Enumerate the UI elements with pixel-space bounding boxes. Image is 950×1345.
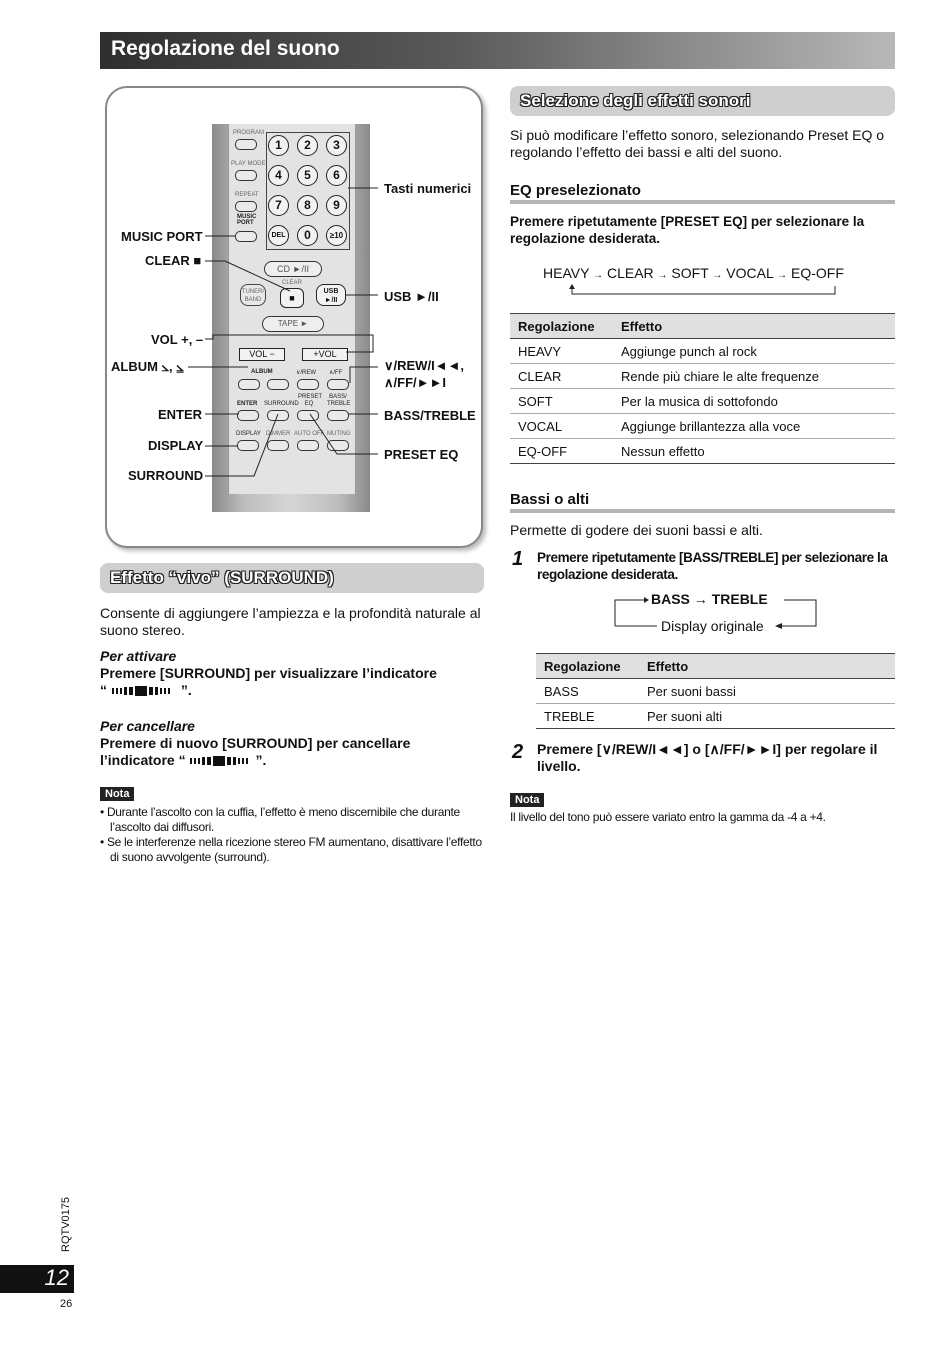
tone-note: Il livello del tono può essere variato entro la gamma da -4 a +4. xyxy=(510,810,826,824)
number-key: 2 xyxy=(297,135,318,156)
auto-off-label: AUTO OFF xyxy=(294,431,325,437)
table-cell: Aggiunge brillantezza alla voce xyxy=(613,414,895,439)
callout-surround: SURROUND xyxy=(128,468,204,483)
surround-section-title: Effetto “vivo” (SURROUND) xyxy=(110,568,334,587)
eq-seq-item: EQ-OFF xyxy=(791,265,844,281)
preset-eq-label: PRESET EQ xyxy=(298,394,323,407)
eq-seq-item: HEAVY xyxy=(543,265,590,281)
callout-vol: VOL +, – xyxy=(151,332,204,347)
bass-heading: Bassi o alti xyxy=(510,491,590,508)
cancel-heading: Per cancellare xyxy=(100,718,195,734)
eq-sequence xyxy=(543,265,844,281)
dimmer-label: DIMMER xyxy=(266,431,291,437)
arrow-right-icon: → xyxy=(693,591,708,607)
table-cell: Rende più chiare le alte frequenze xyxy=(613,364,895,389)
table-cell: Aggiunge punch al rock xyxy=(613,339,895,364)
callout-enter: ENTER xyxy=(158,407,203,422)
nota-badge: Nota xyxy=(510,793,544,807)
step1-instruction: Premere ripetutamente [BASS/TREBLE] per selezionare la regolazione desiderata. xyxy=(537,550,888,582)
note-item: • Durante l’ascolto con la cuffia, l’effetto è meno discernibile che durante l’ascolto dai diffusori. xyxy=(100,805,460,834)
document-code: RQTV0175 xyxy=(60,1196,72,1252)
ten-plus-key: ≥10 xyxy=(326,225,347,246)
callout-album: ALBUM ⦣, ⦥ xyxy=(111,359,184,374)
arrow-right-icon: → xyxy=(777,270,788,281)
quote-close: ”. xyxy=(180,682,192,698)
table-cell: HEAVY xyxy=(510,339,613,364)
callout-numeric-keys: Tasti numerici xyxy=(384,181,472,196)
step-number: 2 xyxy=(512,741,524,763)
ff-label: ∧/FF xyxy=(329,370,343,376)
eq-loop-arrow xyxy=(565,284,845,298)
callout-music-port: MUSIC PORT xyxy=(121,229,203,244)
table-row xyxy=(510,414,895,439)
table-row xyxy=(510,339,895,364)
callout-ff: ∧/FF/►►I xyxy=(384,375,446,390)
table-cell: Per la musica di sottofondo xyxy=(613,389,895,414)
effects-intro: Si può modificare l’effetto sonoro, selezionando Preset EQ o regolando l’effetto dei bassi e alti del suono. xyxy=(510,127,885,160)
album-label: ALBUM xyxy=(251,369,273,375)
number-key: 3 xyxy=(326,135,347,156)
number-key: 9 xyxy=(326,195,347,216)
surround-section-header xyxy=(100,563,484,593)
callout-usb: USB ►/II xyxy=(384,289,439,304)
table-cell: VOCAL xyxy=(510,414,613,439)
activate-heading: Per attivare xyxy=(100,648,177,664)
tape-button: TAPE ► xyxy=(262,316,324,332)
number-key: 4 xyxy=(268,165,289,186)
arrow-right-icon: → xyxy=(593,270,604,281)
table-header-row xyxy=(510,314,895,339)
callout-preset-eq: PRESET EQ xyxy=(384,447,459,462)
clear-button: ■ xyxy=(280,288,304,308)
effects-section-header xyxy=(510,86,895,116)
table-row xyxy=(536,679,895,704)
nota-badge: Nota xyxy=(100,787,134,801)
table-cell: Nessun effetto xyxy=(613,439,895,464)
eq-heading: EQ preselezionato xyxy=(510,182,641,199)
display-label: DISPLAY xyxy=(236,431,261,437)
eq-seq-item: CLEAR xyxy=(606,265,654,281)
bass-option: BASS xyxy=(651,591,690,607)
surround-indicator-icon xyxy=(189,755,255,767)
eq-seq-item: SOFT xyxy=(671,265,709,281)
page-sequence-number: 26 xyxy=(60,1298,73,1310)
surround-indicator-icon xyxy=(111,685,181,697)
muting-label: MUTING xyxy=(327,431,351,437)
table-cell: Per suoni alti xyxy=(639,704,895,729)
program-label: PROGRAM xyxy=(233,130,265,136)
arrow-right-icon: → xyxy=(712,270,723,281)
cancel-instruction-text: Premere di nuovo [SURROUND] per cancellare l’indicatore “ xyxy=(100,735,411,768)
volume-down-button: VOL − xyxy=(239,348,285,361)
table-cell: CLEAR xyxy=(510,364,613,389)
table-cell: BASS xyxy=(536,679,639,704)
music-port-label: MUSIC PORT xyxy=(237,214,257,226)
eq-instruction: Premere ripetutamente [PRESET EQ] per selezionare la regolazione desiderata. xyxy=(510,214,865,246)
table-header: Effetto xyxy=(639,654,895,679)
cd-play-button: CD ►/II xyxy=(264,261,322,277)
callout-clear: CLEAR ■ xyxy=(145,253,202,268)
table-row xyxy=(536,704,895,729)
quote-open: “ xyxy=(100,682,107,698)
clear-label: CLEAR xyxy=(282,280,303,286)
effects-section-title: Selezione degli effetti sonori xyxy=(520,91,751,110)
surround-notes xyxy=(100,805,488,865)
table-header: Effetto xyxy=(613,314,895,339)
eq-table xyxy=(510,313,895,464)
number-key: 6 xyxy=(326,165,347,186)
callout-rew: ∨/REW/I◄◄, xyxy=(384,358,465,373)
table-row xyxy=(510,389,895,414)
page-title: Regolazione del suono xyxy=(111,37,340,60)
table-cell: EQ-OFF xyxy=(510,439,613,464)
enter-label: ENTER xyxy=(237,401,258,407)
tuner-band-button: TUNER/ BAND xyxy=(240,284,266,306)
usb-play-button: USB ►/II xyxy=(316,284,346,306)
table-header: Regolazione xyxy=(510,314,613,339)
bass-table xyxy=(536,653,895,729)
cancel-instruction xyxy=(100,735,485,769)
table-header-row xyxy=(536,654,895,679)
repeat-label: REPEAT xyxy=(235,192,259,198)
surround-label: SURROUND xyxy=(264,401,299,407)
eq-seq-item: VOCAL xyxy=(726,265,774,281)
number-key: 5 xyxy=(297,165,318,186)
surround-intro: Consente di aggiungere l’ampiezza e la profondità naturale al suono stereo. xyxy=(100,605,481,638)
table-cell: SOFT xyxy=(510,389,613,414)
bass-heading-rule xyxy=(510,509,895,513)
original-display-option: Display originale xyxy=(661,618,764,634)
treble-option: TREBLE xyxy=(711,591,768,607)
step2-instruction: Premere [∨/REW/I◄◄] o [∧/FF/►►I] per regolare il livello. xyxy=(537,741,878,774)
number-key: 7 xyxy=(268,195,289,216)
number-key: 1 xyxy=(268,135,289,156)
volume-up-button: +VOL xyxy=(302,348,348,361)
table-row xyxy=(510,439,895,464)
table-header: Regolazione xyxy=(536,654,639,679)
number-key: 8 xyxy=(297,195,318,216)
page-number: 12 xyxy=(44,1265,69,1290)
page-number-box xyxy=(0,1265,74,1293)
quote-close: ”. xyxy=(255,752,267,768)
bass-treble-label: BASS/ TREBLE xyxy=(327,394,351,407)
eq-heading-rule xyxy=(510,200,895,204)
note-text: Se le interferenze nella ricezione stereo FM aumentano, disattivare l’effetto di suono avvolgente (surround). xyxy=(106,835,482,864)
number-key: 0 xyxy=(297,225,318,246)
bass-intro: Permette di godere dei suoni bassi e alti. xyxy=(510,522,763,538)
callout-bass-treble: BASS/TREBLE xyxy=(384,408,476,423)
activate-indicator-line xyxy=(100,682,192,699)
bass-cycle-top xyxy=(651,591,768,607)
table-cell: TREBLE xyxy=(536,704,639,729)
arrow-right-icon: → xyxy=(657,270,668,281)
activate-instruction: Premere [SURROUND] per visualizzare l’indicatore xyxy=(100,665,437,681)
delete-key: DEL xyxy=(268,225,289,246)
table-row xyxy=(510,364,895,389)
rew-label: ∨/REW xyxy=(296,370,317,376)
note-item: • Se le interferenze nella ricezione stereo FM aumentano, disattivare l’effetto di suono avvolgente (surround). xyxy=(100,835,482,864)
step-number: 1 xyxy=(512,548,524,570)
callout-display: DISPLAY xyxy=(148,438,204,453)
table-cell: Per suoni bassi xyxy=(639,679,895,704)
note-text: Durante l’ascolto con la cuffia, l’effetto è meno discernibile che durante l’ascolto dai diffusori. xyxy=(106,805,460,834)
play-mode-label: PLAY MODE xyxy=(231,161,266,167)
